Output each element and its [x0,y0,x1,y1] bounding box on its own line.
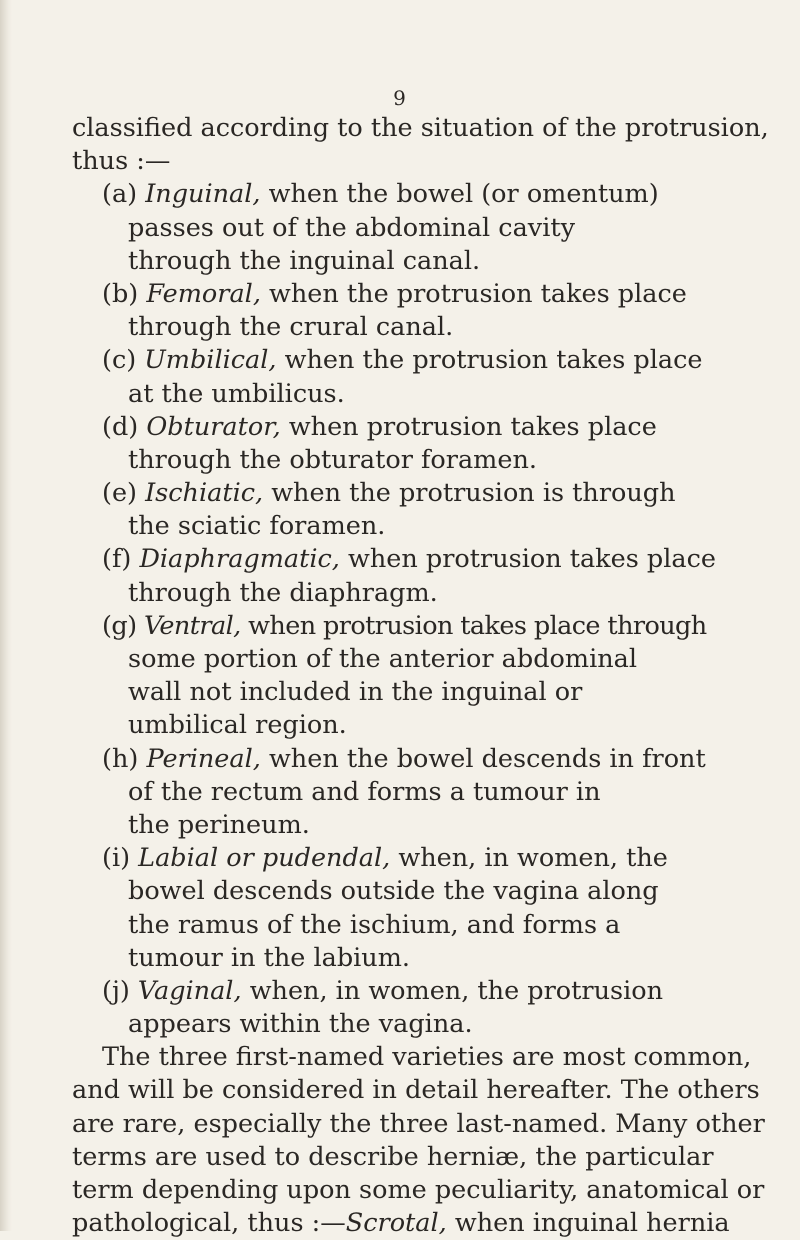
item-text: through the diaphragm. [128,577,438,608]
item-term: Femoral, [146,278,261,309]
item-text: when the protrusion takes place [269,278,687,309]
item-text: passes out of the abdominal cavity [128,212,575,243]
item-text: some portion of the anterior abdominal [128,644,638,674]
list-item-ischiatic [72,477,732,510]
item-label: (b) [102,278,139,309]
item-label: (c) [102,345,137,376]
paragraph-line: The three first-named varieties are most common, [102,1042,752,1073]
list-item-ventral [72,610,732,643]
item-term: Inguinal, [145,179,261,210]
item-term: Scrotal, [345,1208,447,1239]
list-item-obturator [72,411,732,444]
item-label: (i) [102,843,131,874]
item-term: Perineal, [146,743,261,774]
item-term: Diaphragmatic, [139,544,340,575]
list-item-femoral [72,278,732,311]
item-text: when, in women, the protrusion [249,975,664,1006]
item-text: when the bowel (or omentum) [268,179,659,210]
list-item-inguinal [72,178,732,211]
item-term: Ischiatic, [145,478,264,509]
intro-line: classified according to the situation of the protrusion, [72,113,769,143]
list-item-diaphragmatic [72,543,732,576]
list-item-umbilical [72,344,732,377]
item-text: when, in women, the [398,843,668,874]
paragraph-text: when inguinal hernia [454,1208,730,1239]
item-text: the perineum. [128,809,310,840]
item-text: when the bowel descends in front [268,743,706,774]
item-label: (j) [102,975,130,1006]
item-term: Labial or pudendal, [138,843,391,874]
item-text: when the protrusion takes place [284,345,703,376]
paragraph-line: are rare, especially the three last-named. Many other [72,1108,765,1139]
page-edge-shadow [0,0,12,1231]
item-text: when the protrusion is through [271,478,676,509]
item-text: the ramus of the ischium, and forms a [128,909,621,940]
paragraph-line [72,1207,732,1240]
item-text: the sciatic foramen. [128,511,386,542]
item-label: (d) [102,411,139,442]
paragraph-line: and will be considered in detail hereafter. The others [72,1075,760,1106]
item-label: (a) [102,179,138,210]
item-term: Vaginal, [137,975,242,1006]
item-label: (f) [102,544,132,575]
item-text: bowel descends outside the vagina along [128,876,659,907]
paragraph-line: terms are used to describe herniæ, the particular [72,1141,714,1172]
item-text: when protrusion takes place [348,544,716,575]
item-term: Ventral, [143,610,241,641]
body-text [72,112,769,1240]
paragraph-line: term depending upon some peculiarity, anatomical or [72,1175,765,1205]
item-label: (h) [102,743,139,774]
paragraph-text: pathological, thus :— [72,1208,346,1239]
item-text: through the crural canal. [128,312,454,343]
item-text: when protrusion takes place through [248,610,707,641]
item-text: at the umbilicus. [128,378,345,409]
item-text: appears within the vagina. [128,1009,473,1040]
page-number: 9 [393,86,407,110]
item-text: of the rectum and forms a tumour in [128,776,601,807]
item-text: through the obturator foramen. [128,444,537,475]
item-term: Umbilical, [144,345,277,376]
list-item-labial [72,842,732,875]
item-label: (e) [102,478,137,509]
item-text: when protrusion takes place [288,411,657,442]
item-text: umbilical region. [128,710,347,741]
intro-line: thus :— [72,146,171,177]
list-item-vaginal [72,975,732,1008]
item-text: tumour in the labium. [128,942,411,973]
item-text: wall not included in the inguinal or [128,677,583,708]
item-term: Obturator, [146,411,281,442]
item-text: through the inguinal canal. [128,245,481,276]
list-item-perineal [72,743,732,776]
item-label: (g) [102,610,137,641]
